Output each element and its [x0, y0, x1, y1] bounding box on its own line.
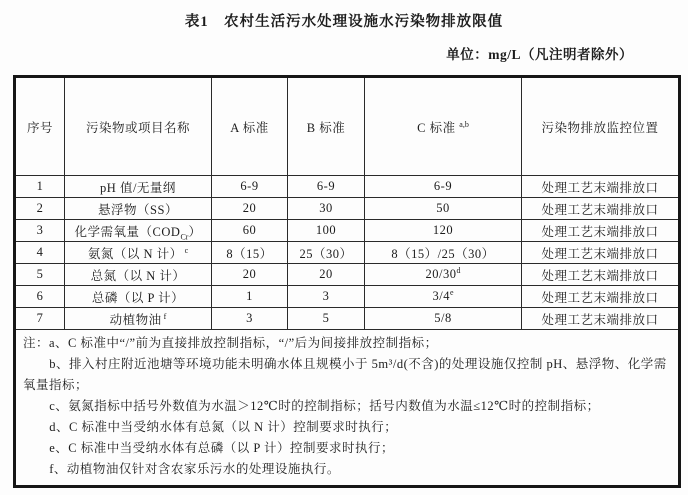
cell-standard-b: 100 [288, 220, 365, 242]
cell-pollutant-name: 悬浮物（SS） [65, 198, 212, 220]
cell-monitoring-location: 处理工艺末端排放口 [522, 176, 680, 198]
cell-row-number: 1 [15, 176, 65, 198]
cell-standard-c: 20/30$^d$ [365, 264, 522, 286]
table-row [15, 242, 680, 264]
cell-row-number: 3 [15, 220, 65, 242]
header-standard-a-label: A 标准 [230, 120, 269, 135]
cell-standard-a: 20 [212, 264, 288, 286]
cell-standard-a: 8（15） [212, 242, 288, 264]
cell-monitoring-location: 处理工艺末端排放口 [522, 220, 680, 242]
cell-standard-a: 1 [212, 286, 288, 308]
cell-standard-c: 6-9 [365, 176, 522, 198]
cell-standard-c: 8（15）/25（30） [365, 242, 522, 264]
cell-standard-a: 20 [212, 198, 288, 220]
cell-monitoring-location: 处理工艺末端排放口 [522, 264, 680, 286]
table-title: 表1 农村生活污水处理设施水污染物排放限值 [184, 14, 504, 30]
header-standard-c-footnote: a,b [459, 119, 469, 129]
header-monitoring-location-label: 污染物排放监控位置 [541, 120, 659, 135]
cell-standard-c: 5/8 [365, 308, 522, 330]
note-line: e、C 标准中当受纳水体有总磷（以 P 计）控制要求时执行； [49, 441, 394, 455]
table-row [15, 220, 680, 242]
cell-monitoring-location: 处理工艺末端排放口 [522, 242, 680, 264]
cell-standard-c: 3/4e [365, 286, 522, 308]
table-row [15, 264, 680, 286]
header-no-label: 序号 [26, 120, 53, 135]
pollutant-limits-table [13, 75, 681, 488]
cell-row-number: 6 [15, 286, 65, 308]
cell-standard-b: 6-9 [288, 176, 365, 198]
cell-pollutant-name: pH 值/无量纲 [65, 176, 212, 198]
cell-row-number: 5 [15, 264, 65, 286]
cell-monitoring-location: 处理工艺末端排放口 [522, 308, 680, 330]
cell-pollutant-name: 总磷（以 P 计） [65, 286, 212, 308]
note-line: 注：a、C 标准中“/”前为直接排放控制指标，“/”后为间接排放控制指标； [23, 336, 438, 350]
note-line: c、氨氮指标中括号外数值为水温＞12℃时的控制指标；括号内数值为水温≤12℃时的控制指标； [49, 399, 600, 413]
cell-standard-a: 3 [212, 308, 288, 330]
header-monitoring-location [522, 77, 680, 176]
header-standard-c-label: C 标准 [417, 120, 456, 135]
header-standard-b-label: B 标准 [306, 120, 346, 135]
cell-row-number: 7 [15, 308, 65, 330]
cell-standard-b: 5 [288, 308, 365, 330]
cell-monitoring-location: 处理工艺末端排放口 [522, 286, 680, 308]
header-standard-c [365, 77, 522, 176]
cell-row-number: 2 [15, 198, 65, 220]
table-row [15, 286, 680, 308]
cell-standard-b: 25（30） [288, 242, 365, 264]
note-line: d、C 标准中当受纳水体有总氮（以 N 计）控制要求时执行； [49, 420, 398, 434]
header-standard-a [212, 77, 288, 176]
note-line: f、动植物油仅针对含农家乐污水的处理设施执行。 [49, 462, 340, 476]
cell-standard-c: 120 [365, 220, 522, 242]
table-row [15, 198, 680, 220]
header-row [15, 77, 680, 176]
cell-standard-b: 30 [288, 198, 365, 220]
header-no [15, 77, 65, 176]
header-pollutant-name-label: 污染物或项目名称 [85, 120, 190, 135]
cell-standard-c: 50 [365, 198, 522, 220]
notes-cell [15, 330, 680, 487]
note-line: b、排入村庄附近池塘等环境功能未明确水体且规模小于 5m³/d(不含)的处理设施仅控制 pH、悬浮物、化学需氧量指标； [23, 357, 667, 392]
cell-pollutant-name: 化学需氧量$(COD_{Cr})$ [65, 220, 212, 242]
table-row [15, 308, 680, 330]
notes-row [15, 330, 680, 487]
cell-row-number: 4 [15, 242, 65, 264]
cell-standard-a: 6-9 [212, 176, 288, 198]
cell-standard-b: 3 [288, 286, 365, 308]
table-row [15, 176, 680, 198]
unit-note: 单位：mg/L（凡注明者除外） [446, 47, 633, 62]
cell-pollutant-name: 氨氮（以 N 计） $^c$ [65, 242, 212, 264]
cell-standard-a: 60 [212, 220, 288, 242]
cell-pollutant-name: 动植物油 $^f$ [65, 308, 212, 330]
header-pollutant-name [65, 77, 212, 176]
header-standard-b [288, 77, 365, 176]
cell-pollutant-name: 总氮（以 N 计） [65, 264, 212, 286]
cell-monitoring-location: 处理工艺末端排放口 [522, 198, 680, 220]
cell-standard-b: 20 [288, 264, 365, 286]
